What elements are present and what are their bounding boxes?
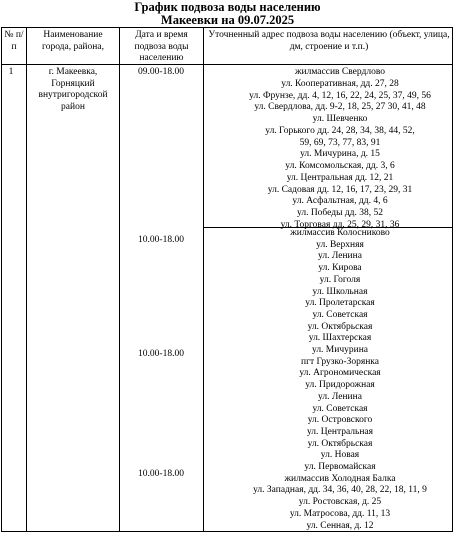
header-num: № п/п: [4, 30, 24, 52]
address-line: ул. Верхняя: [316, 239, 364, 250]
address-line: ул. Комсомольская, дд. 3, 6: [285, 161, 395, 171]
schedule-table: [1, 27, 453, 532]
delivery-time: 10.00-18.00: [138, 349, 184, 359]
address-line: ул. Мичурина: [311, 345, 369, 355]
page-title: График подвоза воды населению: [134, 0, 321, 14]
address-line: ул. Шахтерская: [308, 333, 372, 344]
address-line: ул. Свердлова, дд. 9-2, 18, 25, 27 30, 41, 48: [254, 102, 426, 113]
address-line: ул. Западная, дд. 34, 36, 40, 28, 22, 18, 11, 9: [253, 485, 427, 496]
address-line: ул. Фрунзе, дд. 4, 12, 16, 22, 24, 25, 37, 49, 56: [249, 90, 431, 101]
address-line: ул. Островского: [307, 415, 373, 426]
delivery-time: 10.00-18.00: [138, 235, 184, 245]
address-line: ул. Советская: [312, 403, 368, 414]
address-line: 59, 69, 73, 77, 83, 91: [299, 137, 381, 148]
address-line: ул. Агрономическая: [299, 368, 381, 379]
address-line: ул. Новая: [320, 450, 360, 461]
address-line: ул. Школьная: [312, 286, 368, 297]
address-line: ул. Пролетарская: [305, 298, 375, 309]
address-line: ул. Центральная: [306, 426, 374, 437]
header-divider: [2, 64, 452, 65]
header-address: Уточненный адрес подвоза воды населению (объект, улица, дм, строение и т.п.): [208, 30, 450, 52]
address-line: ул. Первомайская: [304, 462, 376, 472]
address-line: ул. Октябрьская: [307, 321, 373, 332]
address-line: ул. Мичурина, д. 15: [300, 149, 380, 160]
address-line: пгт Грузко-Зорянка: [301, 356, 379, 367]
address-line: ул. Садовая дд. 12, 16, 17, 23, 29, 31: [267, 184, 413, 195]
address-line: ул. Горького дд. 24, 28, 34, 38, 44, 52,: [265, 125, 415, 136]
delivery-time: 09.00-18.00: [138, 67, 184, 77]
address-line: жилмассив Свердлово: [294, 67, 386, 77]
page-subtitle: Макеевки на 09.07.2025: [160, 13, 295, 27]
address-line: ул. Ленина: [318, 251, 362, 262]
address-line: ул. Торговая дд. 25, 29, 31, 36: [280, 219, 400, 230]
row-name: г. Макеевка, Горняцкий внутригородской район: [38, 67, 108, 112]
address-line: ул. Октябрьская: [307, 438, 373, 449]
address-line: ул. Асфальтная, дд. 4, 6: [292, 196, 388, 207]
address-line: жилмассив Колосниково: [290, 228, 390, 238]
address-line: ул. Советская: [312, 309, 368, 320]
address-line: ул. Придорожная: [305, 380, 375, 391]
address-line: ул. Кирова: [318, 263, 362, 274]
address-line: ул. Центральная дд. 12, 21: [286, 172, 394, 183]
address-line: жилмассив Холодная Балка: [284, 473, 396, 484]
delivery-time: 10.00-18.00: [138, 469, 184, 479]
header-time: Дата и время подвоза воды населению: [134, 30, 189, 63]
column-divider: [26, 28, 27, 531]
column-divider: [119, 28, 120, 531]
header-name: Наименование города, района,: [42, 30, 104, 52]
column-divider: [203, 28, 204, 531]
address-line: ул. Победы дд. 38, 52: [297, 208, 383, 218]
address-line: ул. Гоголя: [319, 274, 361, 285]
row-num: 1: [8, 67, 14, 77]
address-line: ул. Матросова, дд. 11, 13: [289, 508, 391, 519]
address-line: ул. Кооперативная, дд. 27, 28: [281, 78, 399, 89]
address-line: ул. Ростовская, д. 25: [298, 497, 382, 508]
address-line: ул. Ленина: [318, 391, 362, 402]
address-line: ул. Шевченко: [312, 114, 368, 124]
address-line: ул. Сенная, д. 12: [306, 520, 374, 531]
